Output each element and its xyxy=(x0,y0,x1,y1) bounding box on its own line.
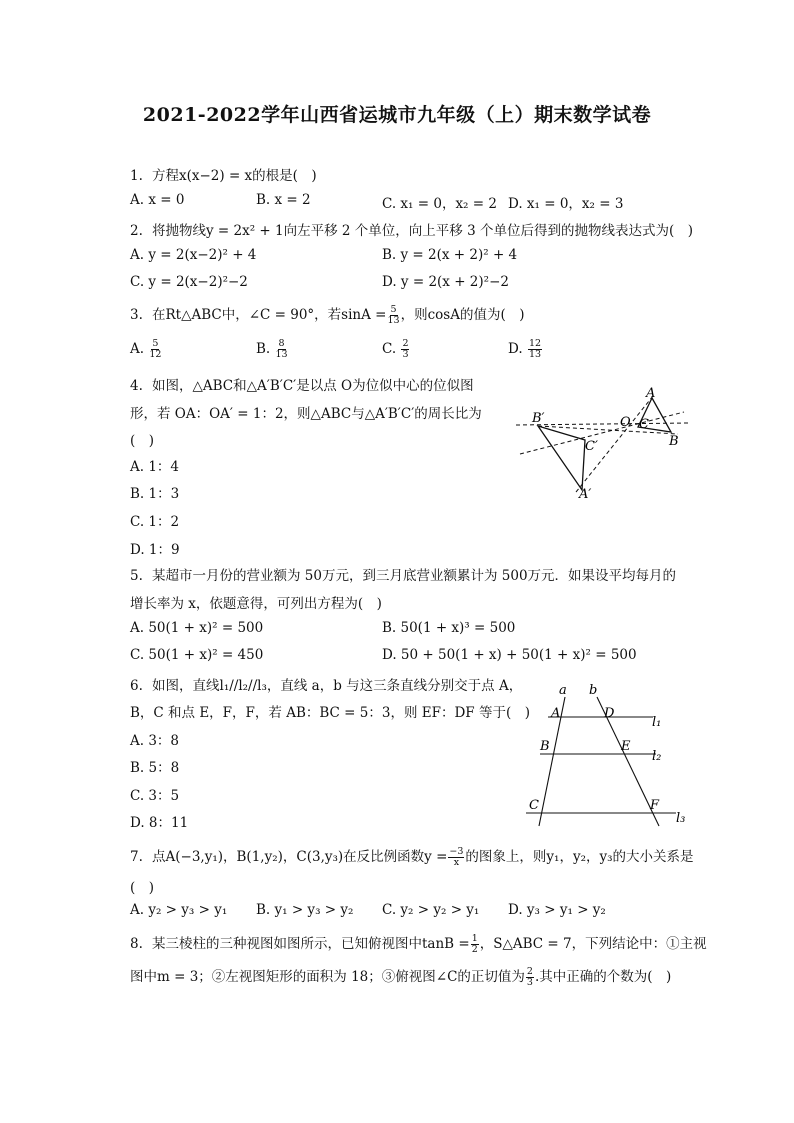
question-8-line-2 xyxy=(130,965,671,988)
option-d: D. 50 + 50(1 + x) + 50(1 + x)² = 500 xyxy=(382,647,637,663)
option-b: B. 5：8 xyxy=(130,760,180,776)
question-number: 2. xyxy=(130,223,143,239)
fraction xyxy=(401,339,409,360)
numerator: 8 xyxy=(278,338,285,349)
label-o: O xyxy=(620,415,631,430)
denominator: 13 xyxy=(275,349,288,360)
fraction xyxy=(387,305,399,326)
triangle-abc-prime xyxy=(538,426,585,490)
page-title: 2021-2022学年山西省运城市九年级（上）期末数学试卷 xyxy=(142,104,652,126)
question-1 xyxy=(130,164,317,184)
question-3 xyxy=(130,303,524,326)
question-text: .其中正确的个数为( ) xyxy=(534,969,672,985)
label-a-prime: A′ xyxy=(579,487,592,502)
question-8 xyxy=(130,932,707,955)
question-text: ，S△ABC = 7，下列结论中：①主视 xyxy=(479,936,707,952)
option-a: A. y = 2(x−2)² + 4 xyxy=(130,247,257,263)
option-c xyxy=(382,339,410,360)
homothety-figure xyxy=(508,382,698,507)
parallel-lines-figure xyxy=(518,680,694,830)
question-text: 将抛物线y = 2x² + 1向左平移 2 个单位，向上平移 3 个单位后得到的抛物线表达式为( ) xyxy=(152,223,693,239)
label-point-e: E xyxy=(621,739,631,754)
question-text: 的图象上，则y₁，y₂，y₃的大小关系是 xyxy=(465,849,694,865)
question-text: 如图，直线l₁//l₂//l₃，直线 a，b 与这三条直线分别交于点 A， xyxy=(152,678,523,694)
label-l3: l₃ xyxy=(676,811,686,826)
option-b: B. 1：3 xyxy=(130,486,180,502)
option-label: C. xyxy=(382,341,397,357)
question-text: B，C 和点 E，F，F，若 AB：BC = 5：3，则 EF：DF 等于( ) xyxy=(130,705,530,721)
numerator: 5 xyxy=(152,338,159,349)
question-text: 在Rt△ABC中，∠C = 90°，若sinA = xyxy=(152,307,387,323)
question-7 xyxy=(130,845,694,868)
numerator: 5 xyxy=(390,304,397,315)
option-label: D. xyxy=(508,341,523,357)
question-number: 3. xyxy=(130,307,143,323)
label-a: A xyxy=(646,386,656,401)
question-text: ( ) xyxy=(130,433,155,449)
label-point-c: C xyxy=(529,798,539,813)
fraction xyxy=(448,847,464,868)
label-c-prime: C′ xyxy=(585,439,598,454)
label-l2: l₂ xyxy=(652,749,662,764)
question-5 xyxy=(130,564,676,584)
numerator: 1 xyxy=(471,933,478,944)
question-2 xyxy=(130,219,693,239)
fraction xyxy=(528,339,542,360)
numerator: −3 xyxy=(449,846,464,857)
label-l1: l₁ xyxy=(652,715,662,730)
option-label: A. xyxy=(130,341,145,357)
question-number: 6. xyxy=(130,678,143,694)
option-c: C. 50(1 + x)² = 450 xyxy=(130,647,264,663)
denominator: 3 xyxy=(526,977,533,988)
denominator: 2 xyxy=(471,944,478,955)
option-d: D. 8：11 xyxy=(130,815,189,831)
denominator: 13 xyxy=(387,315,400,326)
option-a: A. x = 0 xyxy=(130,192,185,208)
numerator: 12 xyxy=(528,338,542,349)
fraction xyxy=(276,339,288,360)
option-a: A. y₂ > y₃ > y₁ xyxy=(130,902,228,918)
fraction xyxy=(149,339,161,360)
question-text: 某超市一月份的营业额为 50万元，到三月底营业额累计为 500万元．如果设平均每月的 xyxy=(152,568,677,584)
question-number: 7. xyxy=(130,849,143,865)
question-text: ( ) xyxy=(130,880,155,896)
question-text: 点A(−3,y₁)，B(1,y₂)，C(3,y₃)在反比例函数y = xyxy=(152,849,448,865)
option-b: B. x = 2 xyxy=(256,192,311,208)
option-a: A. 3：8 xyxy=(130,733,180,749)
question-6 xyxy=(130,674,522,694)
option-d: D. y₃ > y₁ > y₂ xyxy=(508,902,606,918)
option-d: D. 1：9 xyxy=(130,542,180,558)
question-text: 增长率为 x，依题意得，可列出方程为( ) xyxy=(130,596,382,612)
denominator: 3 xyxy=(402,349,409,360)
label-b-line: b xyxy=(589,683,598,698)
option-c: C. x₁ = 0，x₂ = 2 xyxy=(382,196,497,212)
option-a: A. 50(1 + x)² = 500 xyxy=(130,620,264,636)
denominator: 13 xyxy=(528,349,542,360)
label-c: C xyxy=(639,417,649,432)
label-b: B xyxy=(669,434,679,449)
question-text: 如图，△ABC和△A′B′C′是以点 O为位似中心的位似图 xyxy=(152,378,474,394)
question-text: 图中m = 3；②左视图矩形的面积为 18；③俯视图∠C的正切值为 xyxy=(130,969,525,985)
question-text: 形，若 OA：OA′ = 1：2，则△ABC与△A′B′C′的周长比为 xyxy=(130,406,482,422)
label-a-line: a xyxy=(559,683,567,698)
question-number: 8. xyxy=(130,936,143,952)
option-d xyxy=(508,339,543,360)
fraction xyxy=(471,934,479,955)
question-text: 方程x(x−2) = x的根是( ) xyxy=(152,168,317,184)
option-c: C. y = 2(x−2)²−2 xyxy=(130,274,248,290)
option-b: B. y = 2(x + 2)² + 4 xyxy=(382,247,518,263)
option-a: A. 1：4 xyxy=(130,459,180,475)
question-4 xyxy=(130,374,474,394)
label-point-d: D xyxy=(604,706,615,721)
denominator: 12 xyxy=(149,349,162,360)
option-c: C. y₂ > y₂ > y₁ xyxy=(382,902,480,918)
option-b xyxy=(256,339,289,360)
label-point-a: A xyxy=(551,706,561,721)
option-d: D. x₁ = 0，x₂ = 3 xyxy=(508,196,624,212)
option-a xyxy=(130,339,162,360)
question-text: ，则cosA的值为( ) xyxy=(400,307,525,323)
question-number: 4. xyxy=(130,378,143,394)
numerator: 2 xyxy=(402,338,409,349)
label-point-b: B xyxy=(540,739,550,754)
option-c: C. 3：5 xyxy=(130,788,180,804)
option-d: D. y = 2(x + 2)²−2 xyxy=(382,274,509,290)
option-label: B. xyxy=(256,341,271,357)
label-point-f: F xyxy=(650,798,660,813)
question-text: 某三棱柱的三种视图如图所示，已知俯视图中tanB = xyxy=(152,936,470,952)
label-b-prime: B′ xyxy=(532,411,545,426)
denominator: x xyxy=(453,857,460,868)
option-c: C. 1：2 xyxy=(130,514,180,530)
option-b: B. 50(1 + x)³ = 500 xyxy=(382,620,516,636)
numerator: 2 xyxy=(526,966,533,977)
fraction xyxy=(526,967,534,988)
question-number: 5. xyxy=(130,568,143,584)
option-b: B. y₁ > y₃ > y₂ xyxy=(256,902,354,918)
question-number: 1. xyxy=(130,168,143,184)
